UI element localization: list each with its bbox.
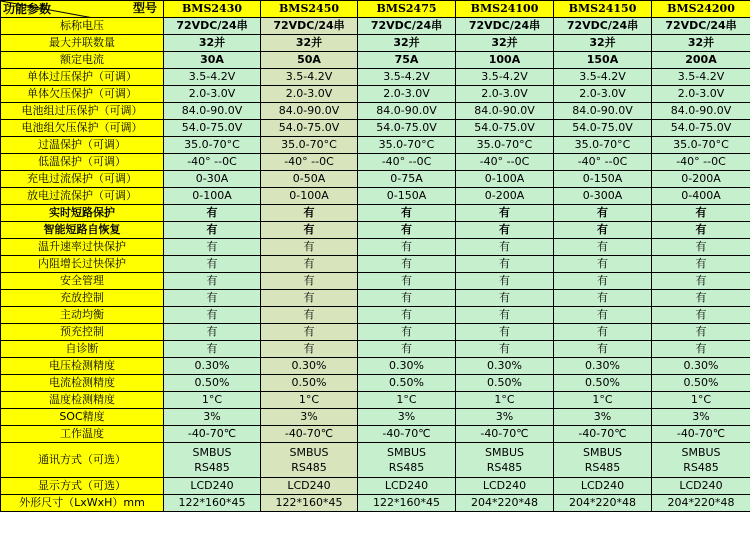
spec-row bbox=[1, 307, 750, 324]
param-value-cell: 有 bbox=[456, 341, 554, 358]
param-value-cell: -40° --0C bbox=[164, 154, 261, 171]
param-value-cell: 有 bbox=[164, 256, 261, 273]
param-value-cell: 0.50% bbox=[358, 375, 456, 392]
param-label: 电池组欠压保护（可调） bbox=[1, 120, 164, 137]
spec-row bbox=[1, 154, 750, 171]
param-value-cell: 32并 bbox=[456, 35, 554, 52]
param-label: 充电过流保护（可调） bbox=[1, 171, 164, 188]
comm-value-cell bbox=[358, 443, 456, 478]
param-value-cell: 有 bbox=[554, 307, 652, 324]
param-value-cell: -40° --0C bbox=[456, 154, 554, 171]
param-value-cell: 35.0-70°C bbox=[554, 137, 652, 154]
param-value-cell: 0-75A bbox=[358, 171, 456, 188]
comm-line: RS485 bbox=[683, 461, 719, 474]
param-value-cell: 有 bbox=[358, 273, 456, 290]
param-value-cell: 2.0-3.0V bbox=[261, 86, 358, 103]
param-value-cell: 0.50% bbox=[554, 375, 652, 392]
param-value-cell: 32并 bbox=[554, 35, 652, 52]
param-value-cell: 有 bbox=[164, 239, 261, 256]
param-value-cell: 有 bbox=[554, 324, 652, 341]
param-label: 温度检测精度 bbox=[1, 392, 164, 409]
model-header: BMS24200 bbox=[652, 1, 750, 18]
spec-row bbox=[1, 103, 750, 120]
param-value-cell: 35.0-70°C bbox=[652, 137, 750, 154]
model-header: BMS2430 bbox=[164, 1, 261, 18]
param-value-cell: 有 bbox=[652, 205, 750, 222]
param-value-cell: 3.5-4.2V bbox=[261, 69, 358, 86]
spec-row bbox=[1, 35, 750, 52]
param-value-cell: 有 bbox=[652, 324, 750, 341]
param-value-cell: 有 bbox=[554, 205, 652, 222]
comm-value-cell bbox=[652, 443, 750, 478]
param-value-cell: 0-200A bbox=[652, 171, 750, 188]
spec-row bbox=[1, 495, 750, 512]
param-value-cell: 3% bbox=[164, 409, 261, 426]
model-header: BMS24150 bbox=[554, 1, 652, 18]
param-value-cell: 200A bbox=[652, 52, 750, 69]
param-label: 最大并联数量 bbox=[1, 35, 164, 52]
param-label: SOC精度 bbox=[1, 409, 164, 426]
param-value-cell: 有 bbox=[164, 205, 261, 222]
param-value-cell: 35.0-70°C bbox=[261, 137, 358, 154]
comm-value-cell bbox=[554, 443, 652, 478]
param-value-cell: 54.0-75.0V bbox=[652, 120, 750, 137]
param-value-cell: LCD240 bbox=[554, 478, 652, 495]
param-label: 实时短路保护 bbox=[1, 205, 164, 222]
param-value-cell: 有 bbox=[456, 222, 554, 239]
param-value-cell: 0-30A bbox=[164, 171, 261, 188]
param-label: 工作温度 bbox=[1, 426, 164, 443]
model-header: BMS2450 bbox=[261, 1, 358, 18]
param-value-cell: -40° --0C bbox=[358, 154, 456, 171]
param-label: 自诊断 bbox=[1, 341, 164, 358]
param-value-cell: 84.0-90.0V bbox=[164, 103, 261, 120]
param-value-cell: LCD240 bbox=[456, 478, 554, 495]
param-value-cell: 3.5-4.2V bbox=[358, 69, 456, 86]
param-value-cell: 54.0-75.0V bbox=[554, 120, 652, 137]
param-value-cell: 有 bbox=[652, 273, 750, 290]
param-value-cell: 2.0-3.0V bbox=[554, 86, 652, 103]
param-value-cell: 3% bbox=[456, 409, 554, 426]
param-value-cell: 有 bbox=[456, 324, 554, 341]
comm-lines bbox=[652, 445, 750, 475]
param-value-cell: 54.0-75.0V bbox=[456, 120, 554, 137]
param-value-cell: 有 bbox=[652, 341, 750, 358]
comm-line: RS485 bbox=[388, 461, 425, 474]
param-label: 预充控制 bbox=[1, 324, 164, 341]
param-value-cell: 72VDC/24串 bbox=[554, 18, 652, 35]
param-value-cell: 122*160*45 bbox=[358, 495, 456, 512]
param-value-cell: 有 bbox=[164, 222, 261, 239]
param-value-cell: 50A bbox=[261, 52, 358, 69]
param-value-cell: -40° --0C bbox=[261, 154, 358, 171]
param-value-cell: 0.30% bbox=[261, 358, 358, 375]
comm-lines bbox=[358, 445, 455, 475]
comm-line: RS485 bbox=[194, 461, 230, 474]
param-value-cell: 3.5-4.2V bbox=[456, 69, 554, 86]
comm-row bbox=[1, 443, 750, 478]
param-value-cell: 0-100A bbox=[456, 171, 554, 188]
param-value-cell: 有 bbox=[261, 256, 358, 273]
param-value-cell: 3% bbox=[554, 409, 652, 426]
spec-row bbox=[1, 409, 750, 426]
param-value-cell: 0-100A bbox=[164, 188, 261, 205]
param-label: 充放控制 bbox=[1, 290, 164, 307]
param-value-cell: 72VDC/24串 bbox=[358, 18, 456, 35]
param-value-cell: 0-150A bbox=[554, 171, 652, 188]
param-value-cell: 72VDC/24串 bbox=[652, 18, 750, 35]
param-value-cell: 有 bbox=[456, 256, 554, 273]
param-value-cell: 有 bbox=[261, 341, 358, 358]
param-label: 安全管理 bbox=[1, 273, 164, 290]
param-value-cell: 有 bbox=[164, 290, 261, 307]
spec-row bbox=[1, 222, 750, 239]
corner-header-cell bbox=[1, 1, 164, 18]
param-value-cell: 有 bbox=[554, 222, 652, 239]
spec-row bbox=[1, 18, 750, 35]
param-value-cell: 35.0-70°C bbox=[358, 137, 456, 154]
param-value-cell: LCD240 bbox=[261, 478, 358, 495]
spec-row bbox=[1, 341, 750, 358]
spec-row bbox=[1, 375, 750, 392]
param-value-cell: 0-150A bbox=[358, 188, 456, 205]
param-value-cell: 84.0-90.0V bbox=[456, 103, 554, 120]
param-value-cell: 0.30% bbox=[164, 358, 261, 375]
param-value-cell: 0.50% bbox=[652, 375, 750, 392]
param-value-cell: 0.50% bbox=[164, 375, 261, 392]
param-value-cell: 有 bbox=[358, 256, 456, 273]
param-value-cell: 有 bbox=[652, 222, 750, 239]
param-value-cell: 2.0-3.0V bbox=[652, 86, 750, 103]
comm-line: SMBUS bbox=[582, 446, 623, 459]
param-value-cell: 有 bbox=[261, 239, 358, 256]
spec-row bbox=[1, 171, 750, 188]
param-value-cell: 有 bbox=[261, 273, 358, 290]
param-value-cell: LCD240 bbox=[358, 478, 456, 495]
spec-row bbox=[1, 392, 750, 409]
param-label: 外形尺寸（LxWxH）mm bbox=[1, 495, 164, 512]
param-value-cell: 72VDC/24串 bbox=[261, 18, 358, 35]
param-value-cell: 有 bbox=[358, 290, 456, 307]
param-value-cell: 35.0-70°C bbox=[456, 137, 554, 154]
spec-row bbox=[1, 324, 750, 341]
param-value-cell: 3.5-4.2V bbox=[164, 69, 261, 86]
param-value-cell: 72VDC/24串 bbox=[456, 18, 554, 35]
param-label: 智能短路自恢复 bbox=[1, 222, 164, 239]
param-value-cell: 有 bbox=[358, 341, 456, 358]
spec-row bbox=[1, 426, 750, 443]
param-value-cell: 32并 bbox=[652, 35, 750, 52]
param-label: 电池组过压保护（可调） bbox=[1, 103, 164, 120]
param-value-cell: 204*220*48 bbox=[652, 495, 750, 512]
spec-row bbox=[1, 273, 750, 290]
param-value-cell: 0.30% bbox=[358, 358, 456, 375]
param-value-cell: 有 bbox=[164, 307, 261, 324]
param-value-cell: 0.30% bbox=[554, 358, 652, 375]
comm-lines bbox=[554, 445, 651, 475]
param-label: 通讯方式（可选） bbox=[1, 443, 164, 478]
param-value-cell: 有 bbox=[358, 239, 456, 256]
param-label: 额定电流 bbox=[1, 52, 164, 69]
param-label: 单体欠压保护（可调） bbox=[1, 86, 164, 103]
param-value-cell: 84.0-90.0V bbox=[554, 103, 652, 120]
header-row bbox=[1, 1, 750, 18]
param-value-cell: 有 bbox=[652, 290, 750, 307]
comm-value-cell bbox=[456, 443, 554, 478]
param-value-cell: -40-70℃ bbox=[358, 426, 456, 443]
param-value-cell: -40° --0C bbox=[554, 154, 652, 171]
param-value-cell: 54.0-75.0V bbox=[261, 120, 358, 137]
param-value-cell: 有 bbox=[652, 307, 750, 324]
param-value-cell: LCD240 bbox=[652, 478, 750, 495]
param-value-cell: 有 bbox=[261, 324, 358, 341]
param-value-cell: 54.0-75.0V bbox=[164, 120, 261, 137]
comm-value-cell bbox=[261, 443, 358, 478]
param-value-cell: 204*220*48 bbox=[554, 495, 652, 512]
param-value-cell: 有 bbox=[456, 290, 554, 307]
param-value-cell: 有 bbox=[261, 290, 358, 307]
param-value-cell: 1°C bbox=[261, 392, 358, 409]
param-value-cell: 84.0-90.0V bbox=[652, 103, 750, 120]
param-value-cell: 有 bbox=[358, 307, 456, 324]
comm-line: SMBUS bbox=[484, 446, 525, 459]
comm-line: SMBUS bbox=[386, 446, 427, 459]
spec-row bbox=[1, 358, 750, 375]
param-value-cell: 54.0-75.0V bbox=[358, 120, 456, 137]
param-value-cell: 122*160*45 bbox=[261, 495, 358, 512]
param-value-cell: 0.30% bbox=[652, 358, 750, 375]
param-value-cell: 3.5-4.2V bbox=[554, 69, 652, 86]
comm-line: RS485 bbox=[486, 461, 523, 474]
param-value-cell: 有 bbox=[554, 273, 652, 290]
param-value-cell: 有 bbox=[456, 273, 554, 290]
param-value-cell: 3.5-4.2V bbox=[652, 69, 750, 86]
param-value-cell: 有 bbox=[456, 307, 554, 324]
comm-line: SMBUS bbox=[681, 446, 721, 459]
param-value-cell: 35.0-70°C bbox=[164, 137, 261, 154]
spec-row bbox=[1, 52, 750, 69]
param-value-cell: 3% bbox=[358, 409, 456, 426]
param-value-cell: -40-70℃ bbox=[456, 426, 554, 443]
param-value-cell: 0.50% bbox=[261, 375, 358, 392]
param-value-cell: 84.0-90.0V bbox=[358, 103, 456, 120]
spec-row bbox=[1, 478, 750, 495]
param-label: 过温保护（可调） bbox=[1, 137, 164, 154]
comm-line: RS485 bbox=[291, 461, 327, 474]
param-value-cell: 0-200A bbox=[456, 188, 554, 205]
spec-row bbox=[1, 120, 750, 137]
param-value-cell: 2.0-3.0V bbox=[358, 86, 456, 103]
param-value-cell: -40-70℃ bbox=[164, 426, 261, 443]
param-value-cell: 122*160*45 bbox=[164, 495, 261, 512]
param-label: 主动均衡 bbox=[1, 307, 164, 324]
model-header: BMS2475 bbox=[358, 1, 456, 18]
param-value-cell: 有 bbox=[358, 205, 456, 222]
param-value-cell: -40° --0C bbox=[652, 154, 750, 171]
param-value-cell: 0-400A bbox=[652, 188, 750, 205]
param-value-cell: 0.30% bbox=[456, 358, 554, 375]
param-value-cell: 2.0-3.0V bbox=[164, 86, 261, 103]
param-value-cell: 32并 bbox=[358, 35, 456, 52]
param-label: 标称电压 bbox=[1, 18, 164, 35]
param-value-cell: 有 bbox=[164, 324, 261, 341]
param-value-cell: 32并 bbox=[261, 35, 358, 52]
spec-row bbox=[1, 256, 750, 273]
param-label: 温升速率过快保护 bbox=[1, 239, 164, 256]
param-value-cell: -40-70℃ bbox=[554, 426, 652, 443]
model-header: BMS24100 bbox=[456, 1, 554, 18]
param-label: 放电过流保护（可调） bbox=[1, 188, 164, 205]
param-value-cell: 有 bbox=[261, 307, 358, 324]
param-value-cell: 有 bbox=[358, 222, 456, 239]
param-value-cell: 有 bbox=[456, 205, 554, 222]
param-value-cell: 0-100A bbox=[261, 188, 358, 205]
spec-row bbox=[1, 205, 750, 222]
param-value-cell: 有 bbox=[261, 222, 358, 239]
param-value-cell: 有 bbox=[261, 205, 358, 222]
param-label: 电流检测精度 bbox=[1, 375, 164, 392]
param-value-cell: 有 bbox=[652, 239, 750, 256]
spec-row bbox=[1, 239, 750, 256]
param-label: 单体过压保护（可调） bbox=[1, 69, 164, 86]
param-value-cell: 72VDC/24串 bbox=[164, 18, 261, 35]
param-value-cell: 有 bbox=[164, 273, 261, 290]
param-value-cell: 2.0-3.0V bbox=[456, 86, 554, 103]
param-value-cell: 0.50% bbox=[456, 375, 554, 392]
param-value-cell: 75A bbox=[358, 52, 456, 69]
param-value-cell: 有 bbox=[652, 256, 750, 273]
spec-table-body bbox=[1, 1, 750, 512]
spec-row bbox=[1, 86, 750, 103]
param-label: 电压检测精度 bbox=[1, 358, 164, 375]
param-value-cell: 有 bbox=[164, 341, 261, 358]
param-value-cell: 1°C bbox=[358, 392, 456, 409]
spec-row bbox=[1, 137, 750, 154]
comm-lines bbox=[164, 445, 260, 475]
param-value-cell: 0-50A bbox=[261, 171, 358, 188]
param-value-cell: 30A bbox=[164, 52, 261, 69]
param-value-cell: 204*220*48 bbox=[456, 495, 554, 512]
param-label: 低温保护（可调） bbox=[1, 154, 164, 171]
param-value-cell: 1°C bbox=[456, 392, 554, 409]
spec-row bbox=[1, 290, 750, 307]
param-value-cell: 84.0-90.0V bbox=[261, 103, 358, 120]
param-value-cell: 32并 bbox=[164, 35, 261, 52]
param-value-cell: 1°C bbox=[164, 392, 261, 409]
param-value-cell: 有 bbox=[554, 256, 652, 273]
comm-line: SMBUS bbox=[289, 446, 329, 459]
param-value-cell: 0-300A bbox=[554, 188, 652, 205]
param-value-cell: 150A bbox=[554, 52, 652, 69]
spec-row bbox=[1, 69, 750, 86]
param-value-cell: -40-70℃ bbox=[261, 426, 358, 443]
param-value-cell: 有 bbox=[554, 290, 652, 307]
corner-param-label: 功能参数 bbox=[3, 2, 52, 16]
comm-lines bbox=[261, 445, 357, 475]
comm-line: SMBUS bbox=[192, 446, 232, 459]
param-value-cell: 有 bbox=[554, 341, 652, 358]
param-value-cell: 3% bbox=[652, 409, 750, 426]
param-value-cell: 有 bbox=[358, 324, 456, 341]
param-label: 显示方式（可选） bbox=[1, 478, 164, 495]
param-value-cell: LCD240 bbox=[164, 478, 261, 495]
param-label: 内阻增长过快保护 bbox=[1, 256, 164, 273]
spec-row bbox=[1, 188, 750, 205]
param-value-cell: 1°C bbox=[554, 392, 652, 409]
comm-line: RS485 bbox=[584, 461, 621, 474]
param-value-cell: 3% bbox=[261, 409, 358, 426]
param-value-cell: 有 bbox=[554, 239, 652, 256]
comm-value-cell bbox=[164, 443, 261, 478]
param-value-cell: 1°C bbox=[652, 392, 750, 409]
comm-lines bbox=[456, 445, 553, 475]
param-value-cell: 100A bbox=[456, 52, 554, 69]
param-value-cell: -40-70℃ bbox=[652, 426, 750, 443]
param-value-cell: 有 bbox=[456, 239, 554, 256]
corner-model-label: 型号 bbox=[132, 1, 157, 15]
